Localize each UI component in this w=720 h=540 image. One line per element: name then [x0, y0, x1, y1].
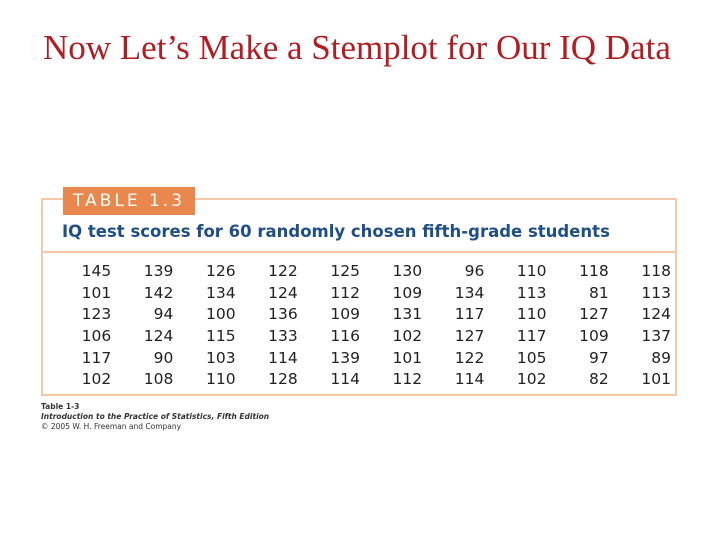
score-cell: 108 — [143, 370, 174, 389]
score-cell: 127 — [579, 305, 609, 324]
credit-table-ref: Table 1-3 — [41, 402, 80, 411]
iq-scores-body — [53, 260, 675, 390]
table-credit — [41, 402, 269, 432]
score-cell: 90 — [153, 348, 174, 367]
score-cell: 96 — [464, 261, 485, 280]
score-cell: 81 — [588, 283, 609, 302]
score-cell: 118 — [579, 261, 609, 280]
score-cell: 126 — [205, 261, 236, 280]
score-cell: 124 — [143, 326, 174, 345]
score-cell: 125 — [330, 261, 360, 280]
table-row — [53, 260, 675, 282]
table-caption: IQ test scores for 60 randomly chosen fifth-grade students — [62, 222, 610, 241]
score-cell: 128 — [268, 370, 298, 389]
score-cell: 97 — [588, 348, 609, 367]
score-cell: 110 — [516, 305, 547, 324]
data-table-panel — [41, 191, 677, 396]
score-cell: 102 — [516, 370, 547, 389]
score-cell: 110 — [516, 261, 547, 280]
score-cell: 114 — [330, 370, 360, 389]
score-cell: 117 — [454, 305, 485, 324]
caption-divider — [43, 251, 675, 253]
score-cell: 101 — [392, 348, 423, 367]
score-cell: 106 — [81, 326, 112, 345]
score-cell: 124 — [641, 305, 671, 324]
score-cell: 112 — [392, 370, 423, 389]
table-row — [53, 282, 675, 304]
score-cell: 136 — [268, 305, 298, 324]
score-cell: 130 — [392, 261, 423, 280]
table-row — [53, 347, 675, 369]
score-cell: 118 — [641, 261, 671, 280]
score-cell: 123 — [81, 305, 112, 324]
score-cell: 145 — [81, 261, 112, 280]
score-cell: 101 — [641, 370, 671, 389]
score-cell: 122 — [454, 348, 485, 367]
score-cell: 112 — [330, 283, 360, 302]
score-cell: 142 — [143, 283, 174, 302]
table-row — [53, 368, 675, 390]
score-cell: 114 — [268, 348, 298, 367]
score-cell: 115 — [205, 326, 236, 345]
score-cell: 139 — [143, 261, 174, 280]
score-cell: 113 — [641, 283, 671, 302]
score-cell: 105 — [516, 348, 547, 367]
score-cell: 127 — [454, 326, 485, 345]
score-cell: 124 — [268, 283, 298, 302]
score-cell: 82 — [588, 370, 609, 389]
score-cell: 134 — [205, 283, 236, 302]
slide-title: Now Let’s Make a Stemplot for Our IQ Data — [43, 28, 671, 67]
score-cell: 103 — [205, 348, 236, 367]
score-cell: 117 — [81, 348, 112, 367]
score-cell: 117 — [516, 326, 547, 345]
table-number-tab: TABLE 1.3 — [63, 187, 195, 215]
score-cell: 131 — [392, 305, 423, 324]
score-cell: 139 — [330, 348, 360, 367]
score-cell: 102 — [81, 370, 112, 389]
score-cell: 102 — [392, 326, 423, 345]
score-cell: 110 — [205, 370, 236, 389]
score-cell: 133 — [268, 326, 298, 345]
score-cell: 122 — [268, 261, 298, 280]
credit-book-title: Introduction to the Practice of Statistics, Fifth Edition — [41, 412, 270, 421]
score-cell: 134 — [454, 283, 485, 302]
table-row — [53, 325, 675, 347]
score-cell: 114 — [454, 370, 485, 389]
table-row — [53, 303, 675, 325]
credit-copyright: © 2005 W. H. Freeman and Company — [41, 422, 182, 431]
score-cell: 109 — [579, 326, 609, 345]
score-cell: 109 — [392, 283, 423, 302]
iq-scores-table — [53, 260, 675, 390]
score-cell: 113 — [516, 283, 547, 302]
score-cell: 116 — [330, 326, 360, 345]
score-cell: 100 — [205, 305, 236, 324]
score-cell: 101 — [81, 283, 112, 302]
score-cell: 137 — [641, 326, 671, 345]
score-cell: 89 — [651, 348, 671, 367]
score-cell: 109 — [330, 305, 360, 324]
score-cell: 94 — [153, 305, 174, 324]
